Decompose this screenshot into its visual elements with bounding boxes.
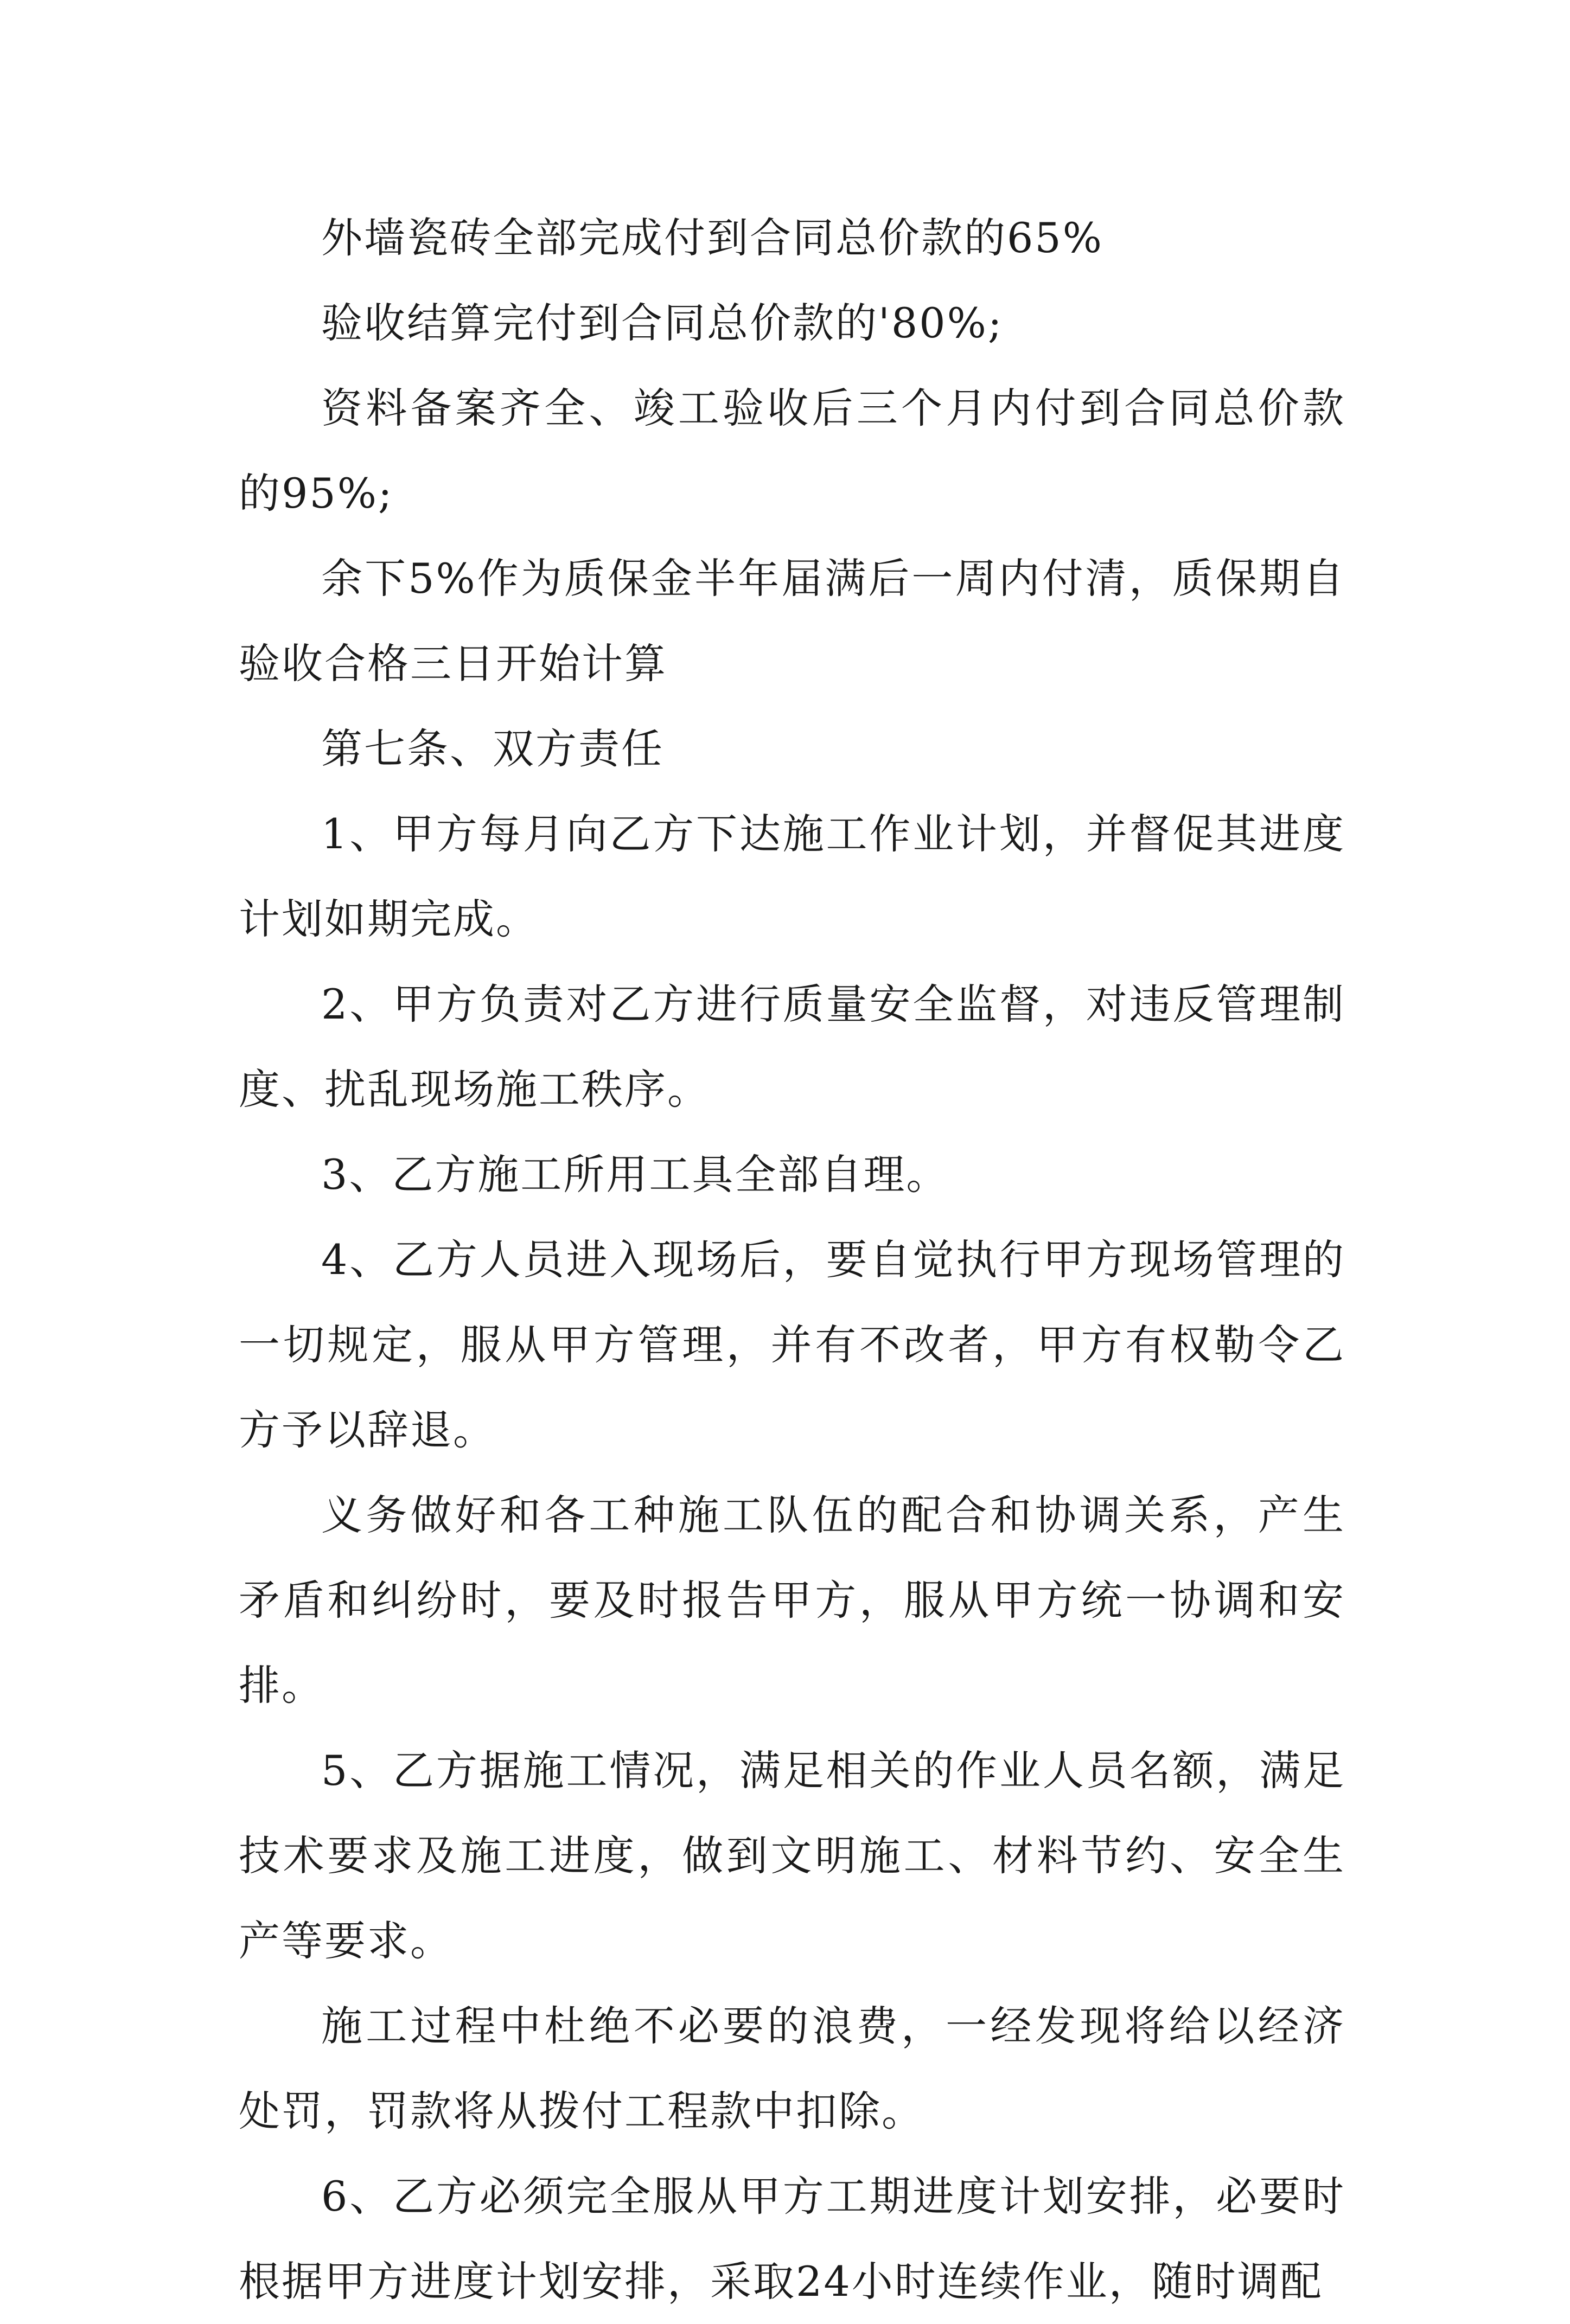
paragraph-coordination: 义务做好和各工种施工队伍的配合和协调关系，产生矛盾和纠纷时，要及时报告甲方，服从甲方统一协调和安排。	[239, 1491, 1345, 1710]
section-heading-article-7: 第七条、双方责任	[321, 725, 664, 773]
paragraph-item-1: 1、甲方每月向乙方下达施工作业计划，并督促其进度计划如期完成。	[239, 810, 1345, 943]
paragraph-payment-95: 资料备案齐全、竣工验收后三个月内付到合同总价款的95%;	[239, 384, 1345, 517]
document-body	[239, 195, 1345, 2324]
paragraph-payment-65: 外墙瓷砖全部完成付到合同总价款的65%	[321, 214, 1103, 262]
paragraph-payment-80: 验收结算完付到合同总价款的'80%;	[321, 299, 1004, 347]
paragraph-waste: 施工过程中杜绝不必要的浪费，一经发现将给以经济处罚，罚款将从拨付工程款中扣除。	[239, 2002, 1345, 2135]
paragraph-item-2: 2、甲方负责对乙方进行质量安全监督，对违反管理制度、扰乱现场施工秩序。	[239, 980, 1345, 1113]
paragraph-item-3: 3、乙方施工所用工具全部自理。	[321, 1150, 949, 1199]
paragraph-item-5: 5、乙方据施工情况，满足相关的作业人员名额，满足技术要求及施工进度，做到文明施工、材料节约、安全生产等要求。	[239, 1746, 1345, 1965]
paragraph-retention: 余下5%作为质保金半年届满后一周内付清，质保期自验收合格三日开始计算	[239, 554, 1345, 688]
paragraph-item-6: 6、乙方必须完全服从甲方工期进度计划安排，必要时根据甲方进度计划安排，采取24小时连续作业，随时调配	[239, 2172, 1345, 2306]
paragraph-item-4: 4、乙方人员进入现场后，要自觉执行甲方现场管理的一切规定，服从甲方管理，并有不改者，甲方有权勒令乙方予以辞退。	[239, 1235, 1345, 1454]
